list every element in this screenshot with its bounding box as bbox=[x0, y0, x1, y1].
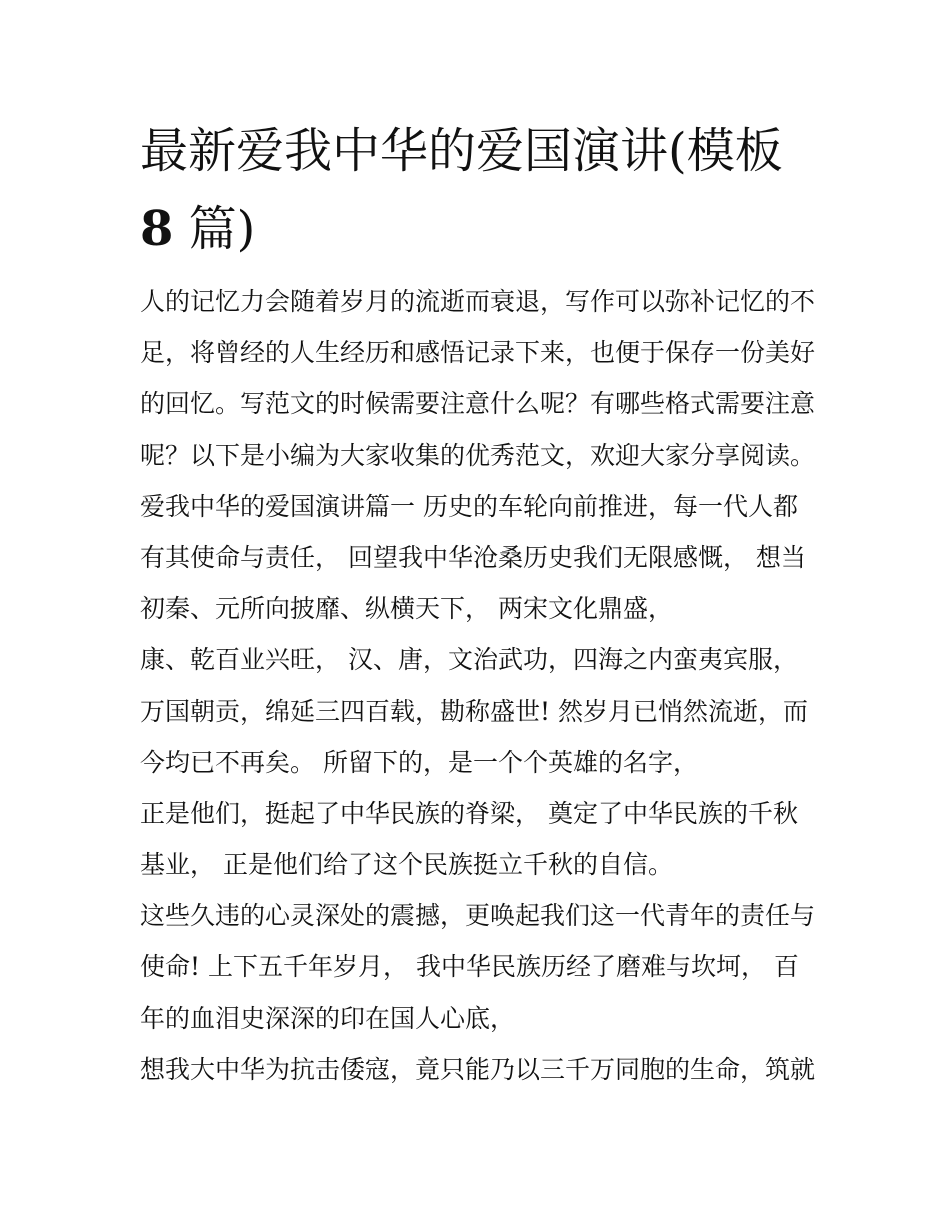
text-line: 爱我中华的爱国演讲篇一 历史的车轮向前推进，每一代人都 bbox=[140, 491, 798, 521]
text-line: 的回忆。写范文的时候需要注意什么呢？有哪些格式需要注意 bbox=[140, 389, 816, 419]
text-line: 使命! 上下五千年岁月， 我中华民族历经了磨难与坎坷， 百 bbox=[140, 952, 799, 982]
text-line: 人的记忆力会随着岁月的流逝而衰退，写作可以弥补记忆的不 bbox=[140, 287, 816, 316]
text-line: 想我大中华为抗击倭寇，竟只能乃以三千万同胞的生命，筑就 bbox=[140, 1054, 816, 1084]
text-line: 康、乾百业兴旺， 汉、唐，文治武功，四海之内蛮夷宾服， bbox=[140, 645, 798, 675]
title-suffix: 篇) bbox=[188, 201, 256, 257]
document-title bbox=[140, 112, 830, 268]
text-line: 万国朝贡，绵延三四百载，勘称盛世! 然岁月已悄然流逝，而 bbox=[140, 696, 808, 726]
text-line: 基业， 正是他们给了这个民族挺立千秋的自信。 bbox=[140, 850, 673, 880]
text-line: 呢？以下是小编为大家收集的优秀范文，欢迎大家分享阅读。 bbox=[140, 440, 816, 470]
document-body bbox=[140, 276, 830, 1095]
text-line: 初秦、元所向披靡、纵横天下， 两宋文化鼎盛， bbox=[140, 594, 673, 624]
text-line: 今均已不再矣。 所留下的，是一个个英雄的名字， bbox=[140, 747, 698, 777]
title-number: 8 bbox=[140, 201, 174, 257]
text-line: 这些久违的心灵深处的震撼，更唤起我们这一代青年的责任与 bbox=[140, 901, 816, 931]
title-line-1: 最新爱我中华的爱国演讲(模板 bbox=[140, 123, 783, 179]
text-line: 有其使命与责任， 回望我中华沧桑历史我们无限感慨， 想当 bbox=[140, 542, 806, 572]
text-line: 足，将曾经的人生经历和感悟记录下来，也便于保存一份美好 bbox=[140, 338, 816, 368]
title-line-2 bbox=[140, 190, 830, 268]
text-line: 年的血泪史深深的印在国人心底， bbox=[140, 1003, 516, 1033]
text-line: 正是他们，挺起了中华民族的脊梁， 奠定了中华民族的千秋 bbox=[140, 798, 798, 828]
